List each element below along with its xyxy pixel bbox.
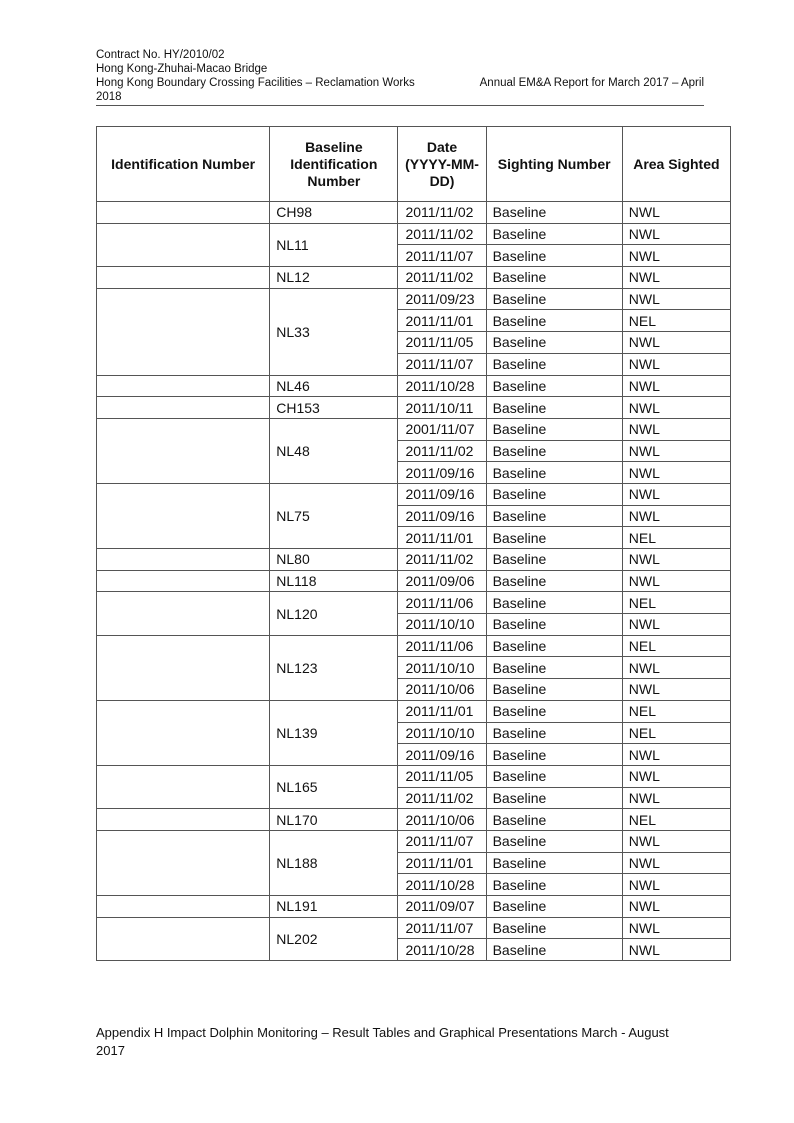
page-footer <box>96 1024 706 1060</box>
sighting-number-cell: Baseline <box>486 245 622 267</box>
date-cell: 2011/11/05 <box>398 765 486 787</box>
date-cell: 2011/11/06 <box>398 592 486 614</box>
table-row <box>97 549 731 571</box>
area-sighted-cell: NWL <box>622 679 730 701</box>
sighting-number-cell: Baseline <box>486 592 622 614</box>
date-cell: 2011/11/01 <box>398 310 486 332</box>
identification-number-cell <box>97 267 270 289</box>
date-cell: 2011/09/16 <box>398 744 486 766</box>
area-sighted-cell: NWL <box>622 852 730 874</box>
area-sighted-cell: NEL <box>622 700 730 722</box>
header-row <box>96 76 704 90</box>
area-sighted-cell: NWL <box>622 744 730 766</box>
table-row <box>97 809 731 831</box>
date-cell: 2011/11/06 <box>398 635 486 657</box>
report-year: 2018 <box>96 91 122 103</box>
baseline-id-cell: NL123 <box>270 635 398 700</box>
sighting-number-cell: Baseline <box>486 744 622 766</box>
area-sighted-cell: NWL <box>622 353 730 375</box>
area-sighted-cell: NWL <box>622 288 730 310</box>
sighting-number-cell: Baseline <box>486 288 622 310</box>
date-cell: 2011/10/11 <box>398 397 486 419</box>
date-cell: 2011/11/07 <box>398 353 486 375</box>
identification-number-cell <box>97 202 270 224</box>
sightings-table <box>96 126 731 961</box>
area-sighted-cell: NWL <box>622 657 730 679</box>
date-cell: 2011/09/23 <box>398 288 486 310</box>
baseline-id-cell: NL48 <box>270 418 398 483</box>
sighting-number-cell: Baseline <box>486 852 622 874</box>
sighting-number-cell: Baseline <box>486 657 622 679</box>
sighting-number-cell: Baseline <box>486 635 622 657</box>
area-sighted-cell: NWL <box>622 917 730 939</box>
area-sighted-cell: NWL <box>622 830 730 852</box>
identification-number-cell <box>97 483 270 548</box>
project-name: Hong Kong-Zhuhai-Macao Bridge <box>96 63 268 75</box>
date-cell: 2011/09/16 <box>398 483 486 505</box>
table-row <box>97 830 731 852</box>
sighting-number-cell: Baseline <box>486 830 622 852</box>
sighting-number-cell: Baseline <box>486 483 622 505</box>
baseline-id-cell: NL11 <box>270 223 398 266</box>
footer-year: 2017 <box>96 1043 125 1058</box>
area-sighted-cell: NEL <box>622 527 730 549</box>
table-row <box>97 483 731 505</box>
works-title: Hong Kong Boundary Crossing Facilities – Reclamation Works <box>96 77 415 89</box>
identification-number-cell <box>97 288 270 375</box>
date-cell: 2011/10/06 <box>398 679 486 701</box>
area-sighted-cell: NWL <box>622 874 730 896</box>
table-row <box>97 765 731 787</box>
column-header: Sighting Number <box>486 127 622 202</box>
table-row <box>97 700 731 722</box>
area-sighted-cell: NWL <box>622 570 730 592</box>
sighting-number-cell: Baseline <box>486 202 622 224</box>
sighting-number-cell: Baseline <box>486 765 622 787</box>
date-cell: 2011/11/05 <box>398 332 486 354</box>
baseline-id-cell: CH153 <box>270 397 398 419</box>
date-cell: 2011/10/10 <box>398 614 486 636</box>
sighting-number-cell: Baseline <box>486 679 622 701</box>
area-sighted-cell: NEL <box>622 722 730 744</box>
sighting-number-cell: Baseline <box>486 375 622 397</box>
date-cell: 2011/09/06 <box>398 570 486 592</box>
page-header <box>96 48 704 106</box>
area-sighted-cell: NEL <box>622 310 730 332</box>
baseline-id-cell: NL33 <box>270 288 398 375</box>
table-row <box>97 635 731 657</box>
table-row <box>97 592 731 614</box>
area-sighted-cell: NWL <box>622 418 730 440</box>
area-sighted-cell: NWL <box>622 245 730 267</box>
footer-title: Appendix H Impact Dolphin Monitoring – Result Tables and Graphical Presentations March - August <box>96 1025 669 1040</box>
identification-number-cell <box>97 896 270 918</box>
identification-number-cell <box>97 635 270 700</box>
date-cell: 2011/11/07 <box>398 917 486 939</box>
date-cell: 2011/09/16 <box>398 462 486 484</box>
column-header: Identification Number <box>97 127 270 202</box>
sighting-number-cell: Baseline <box>486 700 622 722</box>
baseline-id-cell: NL165 <box>270 765 398 808</box>
table-row <box>97 202 731 224</box>
contract-number: Contract No. HY/2010/02 <box>96 49 225 61</box>
baseline-id-cell: NL170 <box>270 809 398 831</box>
date-cell: 2011/11/01 <box>398 852 486 874</box>
area-sighted-cell: NWL <box>622 202 730 224</box>
sighting-number-cell: Baseline <box>486 310 622 332</box>
baseline-id-cell: NL12 <box>270 267 398 289</box>
sighting-number-cell: Baseline <box>486 440 622 462</box>
sighting-number-cell: Baseline <box>486 527 622 549</box>
date-cell: 2011/11/02 <box>398 787 486 809</box>
area-sighted-cell: NWL <box>622 332 730 354</box>
table-row <box>97 397 731 419</box>
table-row <box>97 267 731 289</box>
date-cell: 2011/10/28 <box>398 874 486 896</box>
column-header: Area Sighted <box>622 127 730 202</box>
area-sighted-cell: NWL <box>622 223 730 245</box>
baseline-id-cell: NL118 <box>270 570 398 592</box>
table-row <box>97 223 731 245</box>
date-cell: 2011/10/10 <box>398 722 486 744</box>
date-cell: 2011/09/16 <box>398 505 486 527</box>
date-cell: 2011/10/10 <box>398 657 486 679</box>
identification-number-cell <box>97 375 270 397</box>
area-sighted-cell: NWL <box>622 397 730 419</box>
area-sighted-cell: NWL <box>622 267 730 289</box>
sighting-number-cell: Baseline <box>486 722 622 744</box>
sighting-number-cell: Baseline <box>486 462 622 484</box>
table-row <box>97 288 731 310</box>
date-cell: 2011/11/01 <box>398 527 486 549</box>
baseline-id-cell: NL80 <box>270 549 398 571</box>
identification-number-cell <box>97 700 270 765</box>
table-row <box>97 917 731 939</box>
sighting-number-cell: Baseline <box>486 809 622 831</box>
area-sighted-cell: NWL <box>622 505 730 527</box>
area-sighted-cell: NWL <box>622 939 730 961</box>
table-row <box>97 418 731 440</box>
sighting-number-cell: Baseline <box>486 267 622 289</box>
sighting-number-cell: Baseline <box>486 939 622 961</box>
area-sighted-cell: NWL <box>622 787 730 809</box>
date-cell: 2011/10/28 <box>398 375 486 397</box>
identification-number-cell <box>97 418 270 483</box>
area-sighted-cell: NWL <box>622 549 730 571</box>
sighting-number-cell: Baseline <box>486 787 622 809</box>
area-sighted-cell: NWL <box>622 614 730 636</box>
report-title: Annual EM&A Report for March 2017 – April <box>479 77 704 89</box>
date-cell: 2011/11/02 <box>398 223 486 245</box>
table-row <box>97 896 731 918</box>
date-cell: 2011/11/02 <box>398 267 486 289</box>
identification-number-cell <box>97 223 270 266</box>
baseline-id-cell: NL139 <box>270 700 398 765</box>
identification-number-cell <box>97 570 270 592</box>
date-cell: 2001/11/07 <box>398 418 486 440</box>
sighting-number-cell: Baseline <box>486 614 622 636</box>
date-cell: 2011/11/07 <box>398 830 486 852</box>
date-cell: 2011/10/28 <box>398 939 486 961</box>
sighting-number-cell: Baseline <box>486 549 622 571</box>
date-cell: 2011/11/02 <box>398 549 486 571</box>
date-cell: 2011/09/07 <box>398 896 486 918</box>
sighting-number-cell: Baseline <box>486 223 622 245</box>
date-cell: 2011/11/01 <box>398 700 486 722</box>
sighting-number-cell: Baseline <box>486 418 622 440</box>
identification-number-cell <box>97 830 270 895</box>
area-sighted-cell: NWL <box>622 483 730 505</box>
date-cell: 2011/11/02 <box>398 202 486 224</box>
table-header-row <box>97 127 731 202</box>
sighting-number-cell: Baseline <box>486 332 622 354</box>
area-sighted-cell: NWL <box>622 375 730 397</box>
baseline-id-cell: NL188 <box>270 830 398 895</box>
sighting-number-cell: Baseline <box>486 917 622 939</box>
area-sighted-cell: NWL <box>622 440 730 462</box>
area-sighted-cell: NWL <box>622 462 730 484</box>
identification-number-cell <box>97 397 270 419</box>
baseline-id-cell: NL191 <box>270 896 398 918</box>
baseline-id-cell: NL202 <box>270 917 398 960</box>
date-cell: 2011/10/06 <box>398 809 486 831</box>
sighting-number-cell: Baseline <box>486 397 622 419</box>
baseline-id-cell: NL75 <box>270 483 398 548</box>
date-cell: 2011/11/07 <box>398 245 486 267</box>
table-row <box>97 375 731 397</box>
identification-number-cell <box>97 917 270 960</box>
area-sighted-cell: NEL <box>622 809 730 831</box>
area-sighted-cell: NWL <box>622 896 730 918</box>
table-row <box>97 570 731 592</box>
area-sighted-cell: NEL <box>622 635 730 657</box>
sighting-number-cell: Baseline <box>486 874 622 896</box>
sighting-number-cell: Baseline <box>486 570 622 592</box>
column-header: Date (YYYY-MM-DD) <box>398 127 486 202</box>
sighting-number-cell: Baseline <box>486 896 622 918</box>
identification-number-cell <box>97 549 270 571</box>
baseline-id-cell: CH98 <box>270 202 398 224</box>
identification-number-cell <box>97 809 270 831</box>
baseline-id-cell: NL46 <box>270 375 398 397</box>
date-cell: 2011/11/02 <box>398 440 486 462</box>
sighting-number-cell: Baseline <box>486 505 622 527</box>
column-header: Baseline Identification Number <box>270 127 398 202</box>
area-sighted-cell: NWL <box>622 765 730 787</box>
identification-number-cell <box>97 765 270 808</box>
sighting-number-cell: Baseline <box>486 353 622 375</box>
area-sighted-cell: NEL <box>622 592 730 614</box>
baseline-id-cell: NL120 <box>270 592 398 635</box>
identification-number-cell <box>97 592 270 635</box>
